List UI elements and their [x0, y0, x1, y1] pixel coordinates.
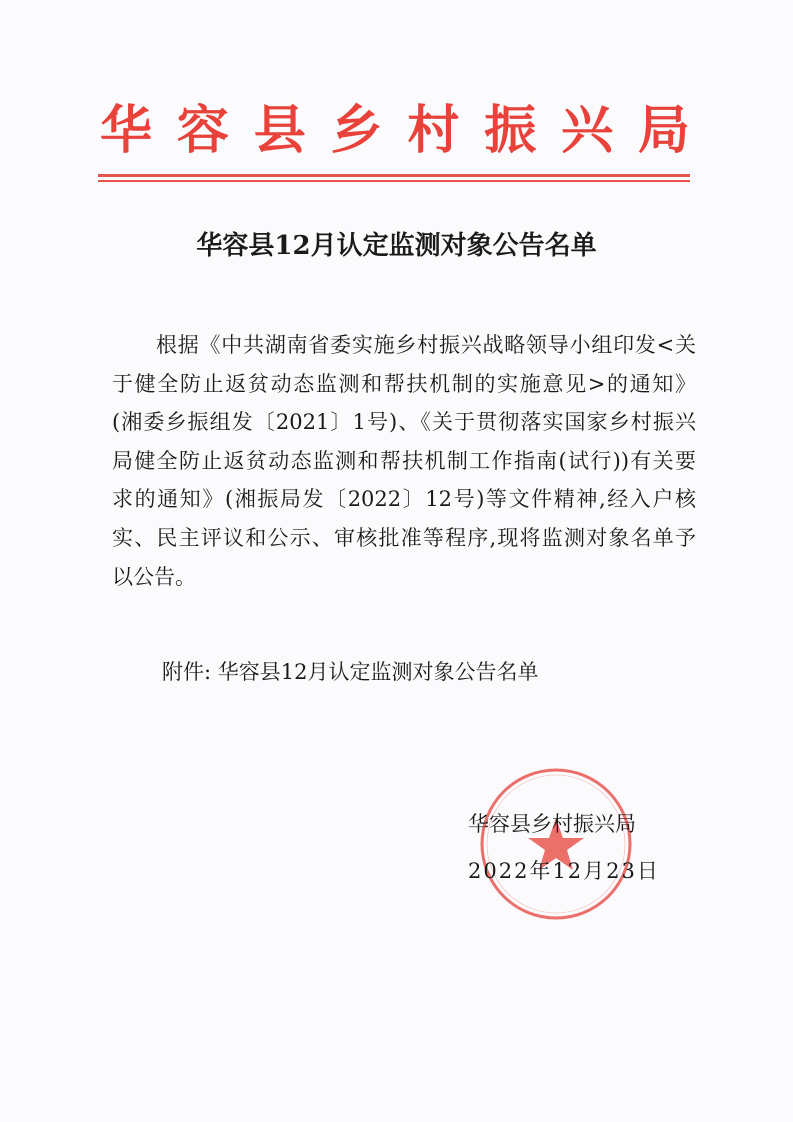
- document-title: 华容县12月认定监测对象公告名单: [196, 231, 597, 261]
- body-line: 根据《中共湖南省委实施乡村振兴战略领导小组印发<关: [156, 333, 696, 357]
- header-char: 华: [100, 101, 153, 161]
- signature-organization: 华容县乡村振兴局: [468, 812, 636, 836]
- header-char: 兴: [561, 101, 614, 161]
- issuing-organization-header: [100, 98, 690, 164]
- header-char: 乡: [330, 101, 383, 161]
- header-char: 振: [484, 101, 537, 161]
- body-line: 于健全防止返贫动态监测和帮扶机制的实施意见>的通知》: [112, 371, 696, 396]
- body-line: 以公告。: [112, 564, 196, 589]
- body-line: 局健全防止返贫动态监测和帮扶机制工作指南(试行))有关要: [112, 448, 696, 473]
- document-body: [112, 326, 696, 596]
- header-divider-thin: [98, 180, 690, 182]
- attachment-note: 附件: 华容县12月认定监测对象公告名单: [162, 660, 539, 684]
- header-char: 局: [637, 101, 690, 161]
- header-divider-thick: [98, 174, 690, 177]
- header-char: 容: [176, 101, 229, 161]
- official-seal-stamp: [478, 766, 634, 922]
- header-char: 村: [407, 101, 460, 161]
- body-line: 实、民主评议和公示、审核批准等程序,现将监测对象名单予: [112, 525, 696, 550]
- header-char: 县: [253, 101, 306, 161]
- issue-date: 2022年12月23日: [468, 859, 660, 883]
- body-line: 求的通知》(湘振局发〔2022〕12号)等文件精神,经入户核: [112, 487, 696, 512]
- body-line: (湘委乡振组发〔2021〕1号)、《关于贯彻落实国家乡村振兴: [112, 410, 696, 435]
